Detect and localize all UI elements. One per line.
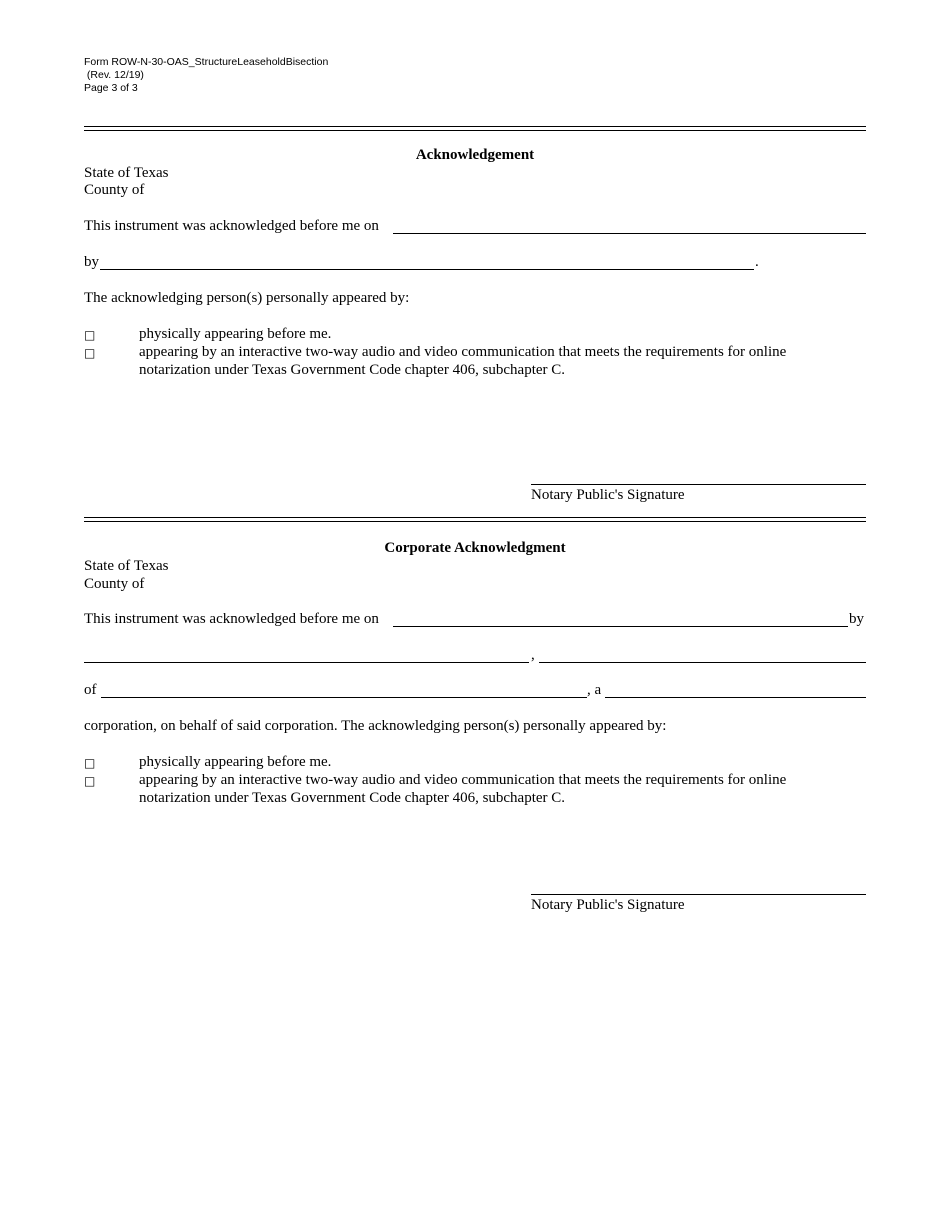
corp-option2-label: appearing by an interactive two-way audio and video communication that meets the requirements for online notarization under Texas Government Code chapter 406, subchapter C.: [139, 772, 787, 806]
corp-corporation-text: corporation, on behalf of said corporation. The acknowledging person(s) personally appeared by:: [84, 718, 667, 734]
section-divider: [84, 517, 866, 522]
corp-state-field[interactable]: [605, 697, 866, 698]
corp-by-label: by: [849, 611, 864, 627]
form-revision: (Rev. 12/19): [84, 69, 144, 81]
corp-comma-a: , a: [587, 682, 602, 698]
ack-appeared-intro: The acknowledging person(s) personally appeared by:: [84, 290, 410, 306]
ack-title: Acknowledgement: [415, 147, 535, 163]
page-number: Page 3 of 3: [84, 82, 138, 94]
corp-option1-label: physically appearing before me.: [139, 754, 332, 770]
corp-signature-label: Notary Public's Signature: [531, 897, 685, 913]
ack-signature-line[interactable]: [531, 484, 866, 485]
corp-signature-line[interactable]: [531, 894, 866, 895]
ack-acknowledged-label: This instrument was acknowledged before me on: [84, 218, 379, 234]
corp-title-field[interactable]: [539, 662, 866, 663]
ack-person-field[interactable]: [100, 269, 754, 270]
ack-state: State of Texas: [84, 165, 169, 181]
ack-option1-checkbox[interactable]: □: [84, 328, 96, 342]
ack-signature-label: Notary Public's Signature: [531, 487, 685, 503]
corp-person-field[interactable]: [84, 662, 529, 663]
ack-county: County of: [84, 182, 145, 198]
ack-option1-label: physically appearing before me.: [139, 326, 332, 342]
form-header: [84, 56, 328, 95]
ack-option2-checkbox[interactable]: □: [84, 346, 96, 360]
corp-acknowledged-label: This instrument was acknowledged before me on: [84, 611, 379, 627]
corp-of-label: of: [84, 682, 97, 698]
corp-title: Corporate Acknowledgment: [384, 540, 566, 556]
section-divider: [84, 126, 866, 131]
form-id: Form ROW-N-30-OAS_StructureLeaseholdBisection: [84, 56, 329, 68]
corp-name-field[interactable]: [101, 697, 587, 698]
corp-comma: ,: [531, 647, 535, 663]
ack-option2-label: appearing by an interactive two-way audio and video communication that meets the requirements for online notarization under Texas Government Code chapter 406, subchapter C.: [139, 344, 787, 378]
ack-date-field[interactable]: [393, 233, 866, 234]
corp-county: County of: [84, 576, 145, 592]
corp-date-field[interactable]: [393, 626, 848, 627]
corp-option1-checkbox[interactable]: □: [84, 756, 96, 770]
corp-option2-checkbox[interactable]: □: [84, 774, 96, 788]
ack-by-label: by: [84, 254, 99, 270]
ack-period: .: [755, 254, 759, 270]
corp-state: State of Texas: [84, 558, 169, 574]
